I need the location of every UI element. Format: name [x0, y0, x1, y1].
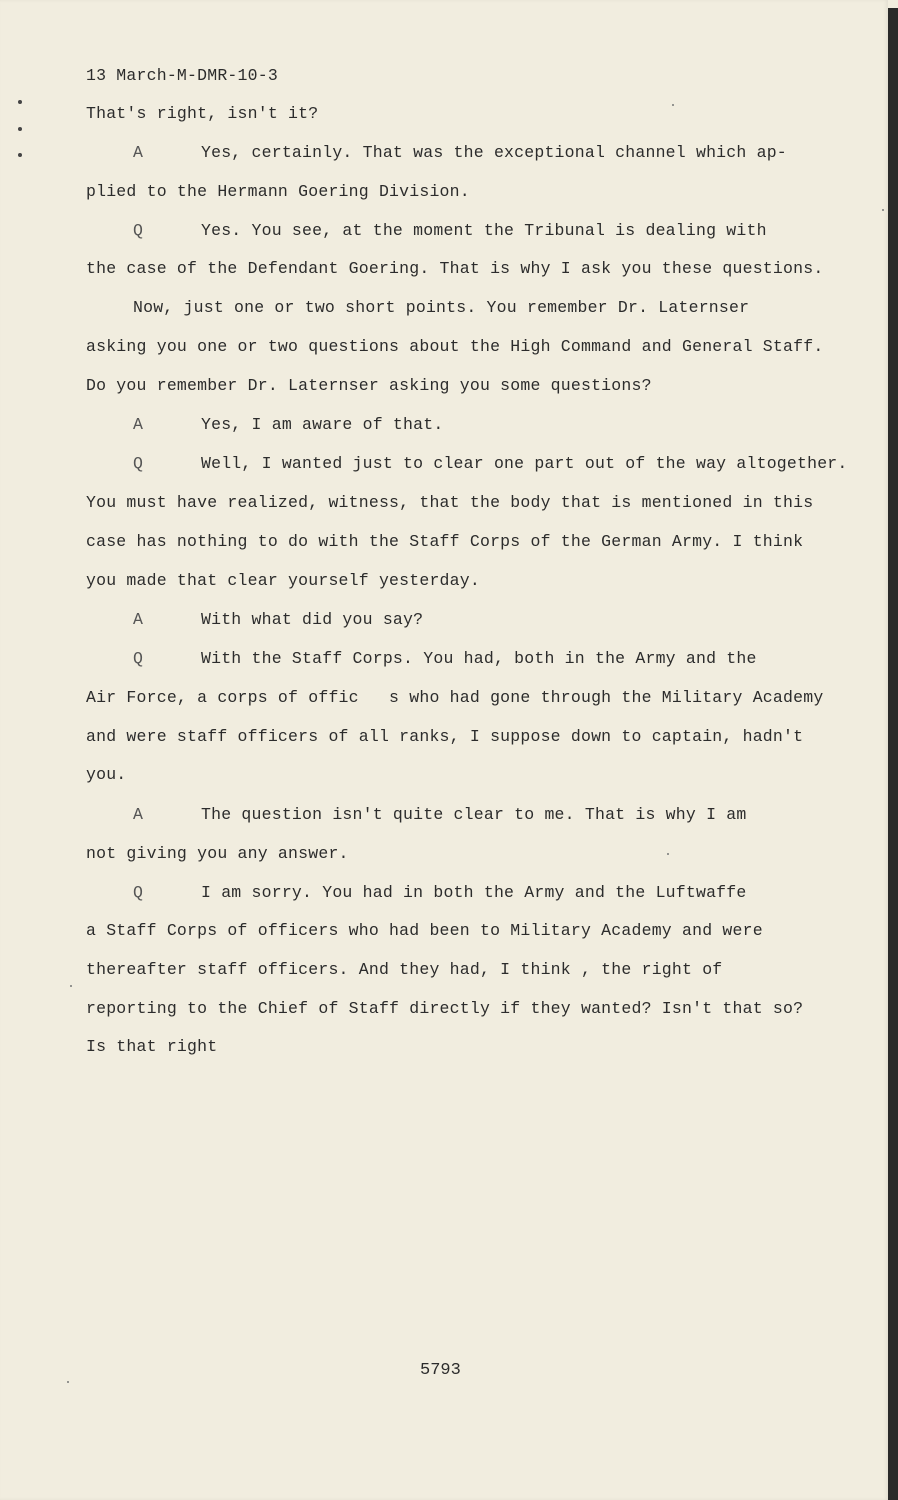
speaker-label-2: A: [133, 143, 143, 162]
speaker-label-10: Q: [133, 454, 143, 473]
speaker-label-15: Q: [133, 649, 143, 668]
transcript-line-15: With the Staff Corps. You had, both in the Army and the: [201, 649, 757, 668]
transcript-line-23: thereafter staff officers. And they had, I think , the right of: [86, 960, 723, 979]
transcript-line-22: a Staff Corps of officers who had been to Military Academy and were: [86, 921, 763, 940]
transcript-line-5: the case of the Defendant Goering. That is why I ask you these questions.: [86, 259, 824, 278]
speaker-label-21: Q: [133, 883, 143, 902]
speaker-label-14: A: [133, 610, 143, 629]
transcript-line-9: Yes, I am aware of that.: [201, 415, 444, 434]
punch-hole-mark: [18, 100, 22, 104]
transcript-line-12: case has nothing to do with the Staff Corps of the German Army. I think: [86, 532, 804, 551]
transcript-line-16: Air Force, a corps of offic s who had gone through the Military Academy: [86, 688, 824, 707]
transcript-line-18: you.: [86, 765, 127, 784]
speaker-label-19: A: [133, 805, 143, 824]
transcript-line-21: I am sorry. You had in both the Army and the Luftwaffe: [201, 883, 747, 902]
speaker-label-9: A: [133, 415, 143, 434]
paper-speck: [672, 104, 674, 106]
transcript-line-25: Is that right: [86, 1037, 218, 1056]
transcript-line-7: asking you one or two questions about the High Command and General Staff.: [86, 337, 824, 356]
scan-edge-tab: [888, 0, 898, 8]
speaker-label-4: Q: [133, 221, 143, 240]
transcript-line-10: Well, I wanted just to clear one part out of the way altogether.: [201, 454, 848, 473]
transcript-line-6: Now, just one or two short points. You remember Dr. Laternser: [133, 298, 750, 317]
page-number: 5793: [420, 1361, 461, 1380]
paper-speck: [67, 1381, 69, 1383]
transcript-line-17: and were staff officers of all ranks, I suppose down to captain, hadn't: [86, 727, 804, 746]
transcript-line-2: Yes, certainly. That was the exceptional channel which ap-: [201, 143, 787, 162]
transcript-line-8: Do you remember Dr. Laternser asking you some questions?: [86, 376, 652, 395]
transcript-line-1: That's right, isn't it?: [86, 104, 319, 123]
scan-edge: [888, 0, 898, 1500]
transcript-line-24: reporting to the Chief of Staff directly if they wanted? Isn't that so?: [86, 999, 804, 1018]
punch-hole-mark: [18, 153, 22, 157]
paper-speck: [70, 985, 72, 987]
document-header: 13 March-M-DMR-10-3: [86, 66, 278, 85]
transcript-line-4: Yes. You see, at the moment the Tribunal is dealing with: [201, 221, 767, 240]
transcript-line-11: You must have realized, witness, that the body that is mentioned in this: [86, 493, 814, 512]
transcript-line-19: The question isn't quite clear to me. That is why I am: [201, 805, 747, 824]
paper-speck: [882, 209, 884, 211]
transcript-line-13: you made that clear yourself yesterday.: [86, 571, 480, 590]
punch-hole-mark: [18, 127, 22, 131]
paper-speck: [667, 853, 669, 855]
transcript-line-20: not giving you any answer.: [86, 844, 349, 863]
transcript-line-3: plied to the Hermann Goering Division.: [86, 182, 470, 201]
transcript-line-14: With what did you say?: [201, 610, 424, 629]
